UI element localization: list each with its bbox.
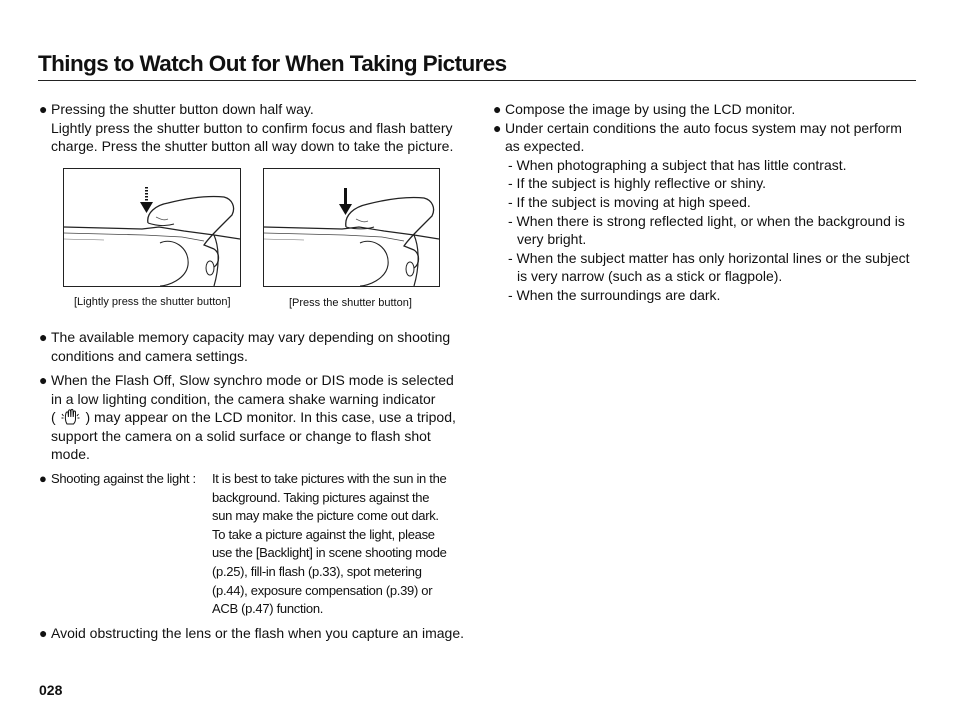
bullet: ● bbox=[493, 101, 502, 117]
backlight-label: Shooting against the light : bbox=[51, 471, 196, 486]
paren-open: ( bbox=[51, 409, 56, 426]
backlight-section bbox=[39, 470, 479, 619]
memory-line-1: The available memory capacity may vary depending on shooting bbox=[51, 329, 451, 345]
backlight-line: background. Taking pictures against the bbox=[212, 489, 430, 505]
backlight-line: It is best to take pictures with the sun in the bbox=[212, 471, 447, 486]
autofocus-item: - When the subject matter has only horizontal lines or the subject bbox=[508, 249, 910, 266]
obstruct-section bbox=[39, 624, 479, 643]
half-press-section bbox=[39, 100, 469, 156]
autofocus-line-1: Under certain conditions the auto focus system may not perform bbox=[505, 119, 902, 136]
memory-line-2: conditions and camera settings. bbox=[51, 347, 248, 364]
flash-off-line-1: When the Flash Off, Slow synchro mode or DIS mode is selected bbox=[51, 372, 454, 388]
page-title: Things to Watch Out for When Taking Pictures bbox=[38, 51, 507, 76]
autofocus-section bbox=[493, 119, 918, 305]
title-divider bbox=[38, 80, 916, 81]
page-number: 028 bbox=[39, 682, 63, 698]
half-press-heading: Pressing the shutter button down half way. bbox=[51, 101, 314, 117]
autofocus-item: - If the subject is highly reflective or shiny. bbox=[508, 175, 767, 192]
autofocus-line-2: as expected. bbox=[505, 138, 585, 155]
backlight-line: (p.44), exposure compensation (p.39) or bbox=[212, 582, 433, 598]
camera-shake-warning-icon bbox=[60, 408, 82, 426]
memory-section bbox=[39, 328, 469, 365]
backlight-line: sun may make the picture come out dark. bbox=[212, 508, 439, 524]
obstruct-text: Avoid obstructing the lens or the flash when you capture an image. bbox=[51, 625, 464, 641]
autofocus-item: - When there is strong reflected light, or when the background is bbox=[508, 212, 905, 229]
full-press-illustration bbox=[263, 168, 440, 287]
autofocus-item: - When the surroundings are dark. bbox=[508, 286, 721, 303]
bullet: ● bbox=[39, 625, 48, 641]
flash-off-section bbox=[39, 371, 469, 464]
backlight-line: (p.25), fill-in flash (p.33), spot metering bbox=[212, 563, 422, 579]
half-press-line-2: charge. Press the shutter button all way down to take the picture. bbox=[51, 138, 454, 155]
flash-off-line-4: support the camera on a solid surface or change to flash shot bbox=[51, 427, 431, 444]
caption-half-press: [Lightly press the shutter button] bbox=[74, 296, 231, 308]
bullet: ● bbox=[493, 119, 502, 136]
compose-section bbox=[493, 100, 918, 119]
bullet: ● bbox=[39, 101, 48, 117]
bullet: ● bbox=[39, 329, 48, 345]
autofocus-item-continued: very bright. bbox=[517, 231, 587, 248]
compose-text: Compose the image by using the LCD monitor. bbox=[505, 101, 796, 117]
flash-off-line-5: mode. bbox=[51, 446, 90, 463]
autofocus-item: - If the subject is moving at high speed. bbox=[508, 193, 751, 210]
autofocus-item-continued: is very narrow (such as a stick or flagpole). bbox=[517, 268, 783, 285]
half-press-line-1: Lightly press the shutter button to confirm focus and flash battery bbox=[51, 119, 453, 136]
backlight-line: use the [Backlight] in scene shooting mode bbox=[212, 545, 447, 561]
flash-off-line-3: ) may appear on the LCD monitor. In this case, use a tripod, bbox=[85, 409, 456, 426]
backlight-line: To take a picture against the light, please bbox=[212, 526, 435, 542]
bullet: ● bbox=[39, 372, 48, 388]
caption-full-press: [Press the shutter button] bbox=[289, 297, 412, 309]
bullet: ● bbox=[39, 471, 47, 486]
backlight-line: ACB (p.47) function. bbox=[212, 601, 324, 617]
autofocus-item: - When photographing a subject that has little contrast. bbox=[508, 156, 847, 173]
half-press-illustration bbox=[63, 168, 241, 287]
flash-off-line-2: in a low lighting condition, the camera shake warning indicator bbox=[51, 390, 436, 407]
